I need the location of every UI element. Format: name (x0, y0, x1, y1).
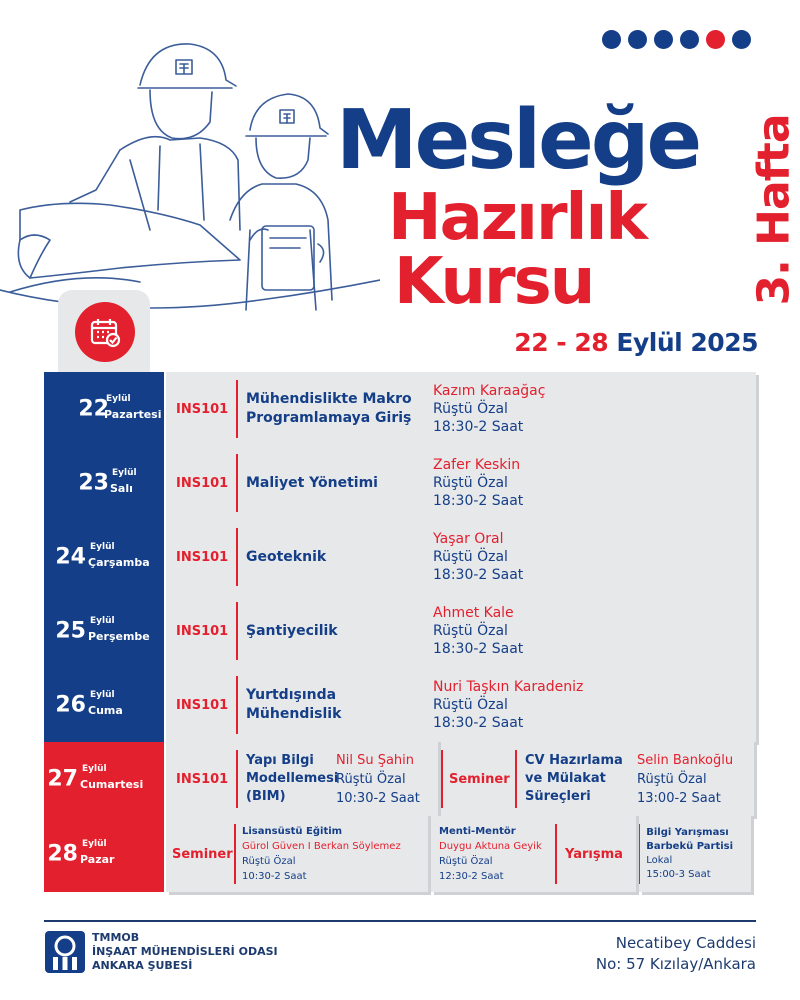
date-range-days: 22 - 28 (514, 328, 609, 357)
session-title: Menti-Mentör (439, 826, 516, 837)
time: 10:30-2 Saat (242, 871, 307, 882)
time: 18:30-2 Saat (433, 567, 524, 583)
course-code: INS101 (176, 475, 229, 491)
schedule-row-24 (44, 520, 756, 594)
venue: Rüştü Özal (637, 771, 707, 787)
venue: Rüştü Özal (433, 697, 508, 713)
day-name: Perşembe (88, 630, 150, 643)
venue: Rüştü Özal (439, 856, 493, 867)
course-title: Mühendislikte Makro Programlamaya Giriş (246, 391, 412, 426)
org-line-2: İNŞAAT MÜHENDİSLERİ ODASI (92, 945, 278, 958)
day-month: Eylül (106, 394, 131, 404)
venue: Rüştü Özal (433, 475, 508, 491)
venue: Rüştü Özal (242, 856, 296, 867)
session-block (166, 742, 438, 816)
day-month: Eylül (82, 839, 107, 849)
day-name: Pazar (80, 853, 115, 866)
session-title: Bilgi Yarışması Barbekü Partisi (646, 827, 734, 852)
time: 18:30-2 Saat (433, 641, 524, 657)
day-box (44, 372, 164, 446)
schedule-row-26 (44, 668, 756, 742)
day-month: Eylül (112, 468, 137, 478)
session-info (431, 824, 555, 884)
course-title: Yapı Bilgi Modellemesi (BIM) (246, 753, 339, 804)
day-name: Salı (110, 482, 133, 495)
day-box (44, 446, 164, 520)
day-month: Eylül (82, 764, 107, 774)
venue: Rüştü Özal (433, 549, 508, 565)
session-cell (164, 520, 756, 594)
session-cell (164, 446, 756, 520)
venue: Lokal (646, 855, 673, 866)
engineers-illustration (0, 30, 380, 330)
day-name: Çarşamba (88, 556, 150, 569)
decorative-dots (602, 30, 751, 49)
footer-divider (44, 920, 756, 922)
session-info (637, 751, 733, 808)
session-cell (164, 594, 756, 668)
course-title: Maliyet Yönetimi (246, 474, 378, 491)
session-block (441, 742, 754, 816)
dot (732, 30, 751, 49)
calendar-check-icon (75, 302, 135, 362)
day-name: Pazartesi (104, 408, 162, 421)
schedule-row-25 (44, 594, 756, 668)
session-cell (164, 816, 756, 892)
address-line-2: No: 57 Kızılay/Ankara (595, 955, 756, 973)
organization-name (92, 931, 278, 973)
time: 18:30-2 Saat (433, 419, 524, 435)
session-title: Lisansüstü Eğitim (242, 826, 343, 837)
instructor: Duygu Aktuna Geyik (439, 841, 542, 852)
title-line-3: Kursu (394, 245, 594, 319)
day-number: 28 (47, 841, 78, 867)
session-cell (164, 742, 756, 816)
session-type: Seminer (449, 771, 510, 787)
date-range-month: Eylül 2025 (616, 328, 758, 357)
venue: Rüştü Özal (433, 623, 508, 639)
session-info (433, 604, 523, 658)
week-label: 3. Hafta (748, 114, 800, 306)
day-number: 23 (78, 470, 109, 496)
day-number: 25 (55, 618, 86, 644)
dot (654, 30, 673, 49)
session-cell (164, 668, 756, 742)
course-title: Şantiyecilik (246, 622, 338, 639)
course-code: INS101 (176, 623, 229, 639)
session-info (433, 382, 545, 436)
course-title: Yurtdışında Mühendislik (246, 687, 342, 722)
time: 10:30-2 Saat (336, 790, 420, 806)
course-title: CV Hazırlama ve Mülakat Süreçleri (525, 753, 623, 804)
session-type: Yarışma (565, 846, 623, 862)
instructor: Ahmet Kale (433, 605, 514, 621)
dot (680, 30, 699, 49)
day-number: 27 (47, 766, 78, 792)
course-code: INS101 (176, 401, 229, 417)
day-name: Cuma (88, 704, 123, 717)
schedule-row-22 (44, 372, 756, 446)
day-box (44, 668, 164, 742)
date-range (514, 328, 758, 357)
instructor: Gürol Güven I Berkan Söylemez (242, 841, 401, 852)
tmmob-logo (44, 930, 86, 974)
instructor: Nuri Taşkın Karadeniz (433, 679, 584, 695)
dot-accent (706, 30, 725, 49)
instructor: Zafer Keskin (433, 457, 521, 473)
course-title: Geoteknik (246, 548, 327, 565)
day-month: Eylül (90, 616, 115, 626)
session-block (166, 816, 428, 892)
day-box (44, 520, 164, 594)
day-box (44, 594, 164, 668)
session-block (431, 816, 636, 892)
session-info (236, 824, 401, 884)
session-info (433, 678, 583, 732)
time: 13:00-2 Saat (637, 790, 721, 806)
day-number: 22 (78, 396, 109, 422)
session-cell (164, 372, 756, 446)
session-info (433, 530, 523, 584)
day-month: Eylül (90, 690, 115, 700)
day-name: Cumartesi (80, 778, 144, 791)
time: 15:00-3 Saat (646, 869, 711, 880)
session-info (433, 456, 523, 510)
course-code: INS101 (176, 771, 229, 787)
dot (602, 30, 621, 49)
schedule-row-23 (44, 446, 756, 520)
address-line-1: Necatibey Caddesi (615, 934, 756, 952)
venue: Rüştü Özal (336, 771, 406, 787)
day-box (44, 816, 164, 892)
org-line-1: TMMOB (92, 931, 140, 944)
day-number: 24 (55, 544, 86, 570)
course-code: INS101 (176, 549, 229, 565)
instructor: Yaşar Oral (433, 531, 504, 547)
instructor: Nil Su Şahin (336, 752, 415, 768)
time: 12:30-2 Saat (439, 871, 504, 882)
time: 18:30-2 Saat (433, 715, 524, 731)
title-line-2: Hazırlık (388, 181, 646, 255)
venue: Rüştü Özal (433, 401, 508, 417)
day-number: 26 (55, 692, 86, 718)
course-code: INS101 (176, 697, 229, 713)
schedule-row-28 (44, 816, 756, 892)
instructor: Kazım Karaağaç (433, 383, 546, 399)
title-line-1: Mesleğe (336, 93, 700, 188)
session-info (336, 751, 420, 808)
session-block (639, 816, 751, 892)
instructor: Selin Bankoğlu (637, 752, 734, 768)
day-box (44, 742, 164, 816)
session-type: Seminer (172, 846, 233, 862)
schedule-row-27 (44, 742, 756, 816)
dot (628, 30, 647, 49)
divider (639, 824, 640, 884)
org-line-3: ANKARA ŞUBESİ (92, 959, 193, 972)
day-month: Eylül (90, 542, 115, 552)
address (596, 933, 756, 975)
time: 18:30-2 Saat (433, 493, 524, 509)
session-info (646, 826, 751, 882)
